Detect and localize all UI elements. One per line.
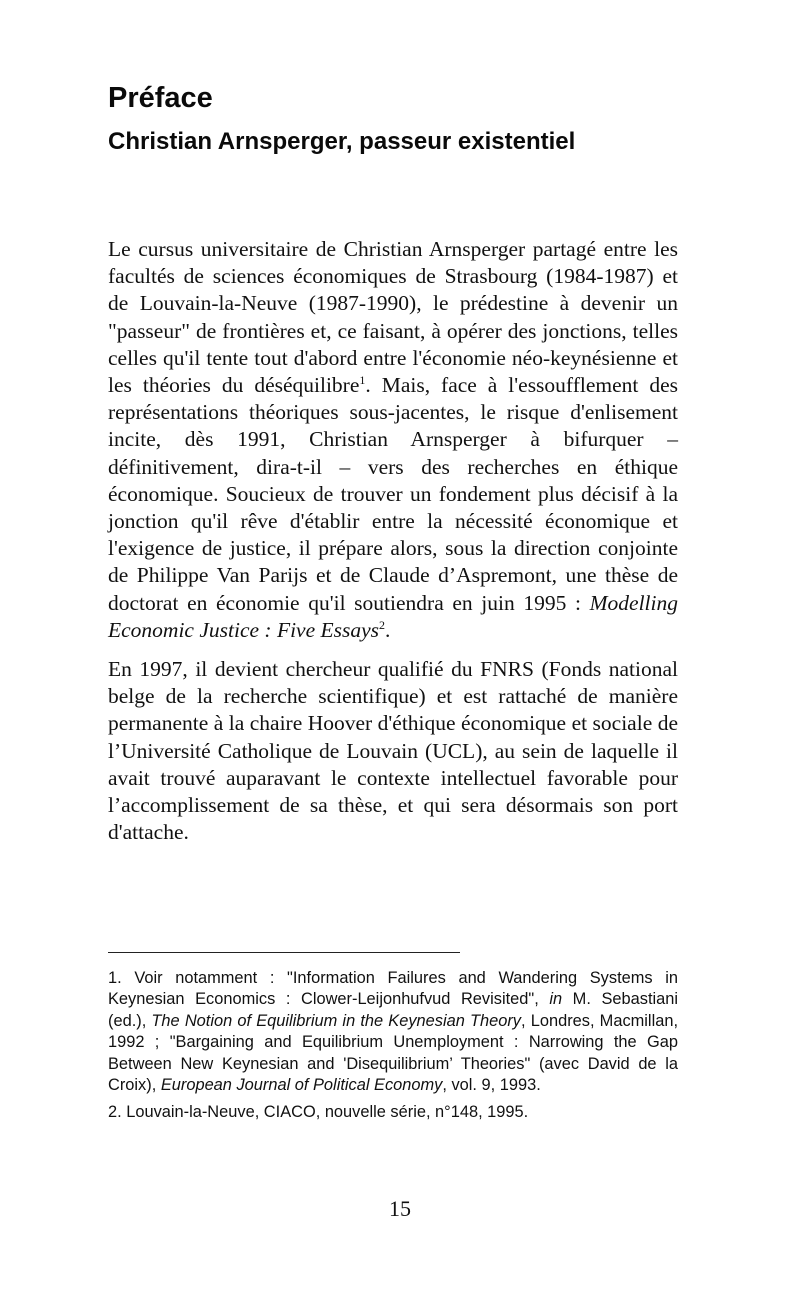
chapter-subtitle: Christian Arnsperger, passeur existentiel [108, 128, 576, 155]
footnote-ref-1[interactable]: 1 [359, 372, 366, 387]
footnote-divider [108, 952, 460, 953]
book-title: The Notion of Equilibrium in the Keynesian Theory [151, 1011, 522, 1030]
footnote-1: 1. Voir notamment : "Information Failures and Wandering Systems in Keynesian Economics : Clower-Leijonhufvud Revisited", in M. Sebastiani (ed.), The Notion of Equilibrium in the Keynesian Theory, Londres, Macmillan, 1992 ; "Bargaining and Equilibrium Unemployment : Narrowing the Gap Between New Keynesian and 'Disequilibrium’ Theories" (avec David de la Croix), European Journal of Political Economy, vol. 9, 1993. [108, 969, 679, 1095]
paragraph-1: Le cursus universitaire de Christian Arnsperger partagé entre les facultés de sciences économiques de Strasbourg (1984-1987) et de Louvain-la-Neuve (1987-1990), le prédestine à devenir un "passeur" de frontières et, ce faisant, à opérer des jonctions, telles celles qu'il tente tout d'abord entre l'économie néo-keynésienne et les théories du déséquilibre$^1$. Mais, face à l'essoufflement des représentations théoriques sous-jacentes, le risque d'enlisement incite, dès 1991, Christian Arnsperger à bifurquer – définitivement, dira-t-il – vers des recherches en éthique économique. Soucieux de trouver un fondement plus décisif à la jonction qu'il rêve d'établir entre la nécessité économique et l'exigence de justice, il prépare alors, sous la direction conjointe de Philippe Van Parijs et de Claude d’Aspremont, une thèse de doctorat en économie qu'il soutiendra en juin 1995 : Modelling Economic Justice : Five Essays$^2$. [108, 237, 678, 642]
footnote-ref-2[interactable]: 2 [379, 617, 386, 632]
page-content [108, 70, 678, 846]
page-title: Préface [108, 82, 213, 114]
footnotes [108, 968, 678, 1124]
journal-title: European Journal of Political Economy [160, 1076, 443, 1095]
body-text [108, 236, 678, 846]
page-number: 15 [389, 1196, 411, 1221]
thesis-title: Modelling Economic Justice : Five Essays [108, 590, 678, 642]
footnote-2: 2. Louvain-la-Neuve, CIACO, nouvelle série, n°148, 1995. [108, 1103, 529, 1122]
paragraph-2: En 1997, il devient chercheur qualifié du FNRS (Fonds national belge de la recherche scientifique) et est rattaché de manière permanente à la chaire Hoover d'éthique économique et sociale de l’Université Catholique de Louvain (UCL), au sein de laquelle il avait trouvé auparavant le contexte intellectuel favorable pour l’accomplissement de sa thèse, et qui sera désormais son port d'attache. [108, 657, 678, 845]
